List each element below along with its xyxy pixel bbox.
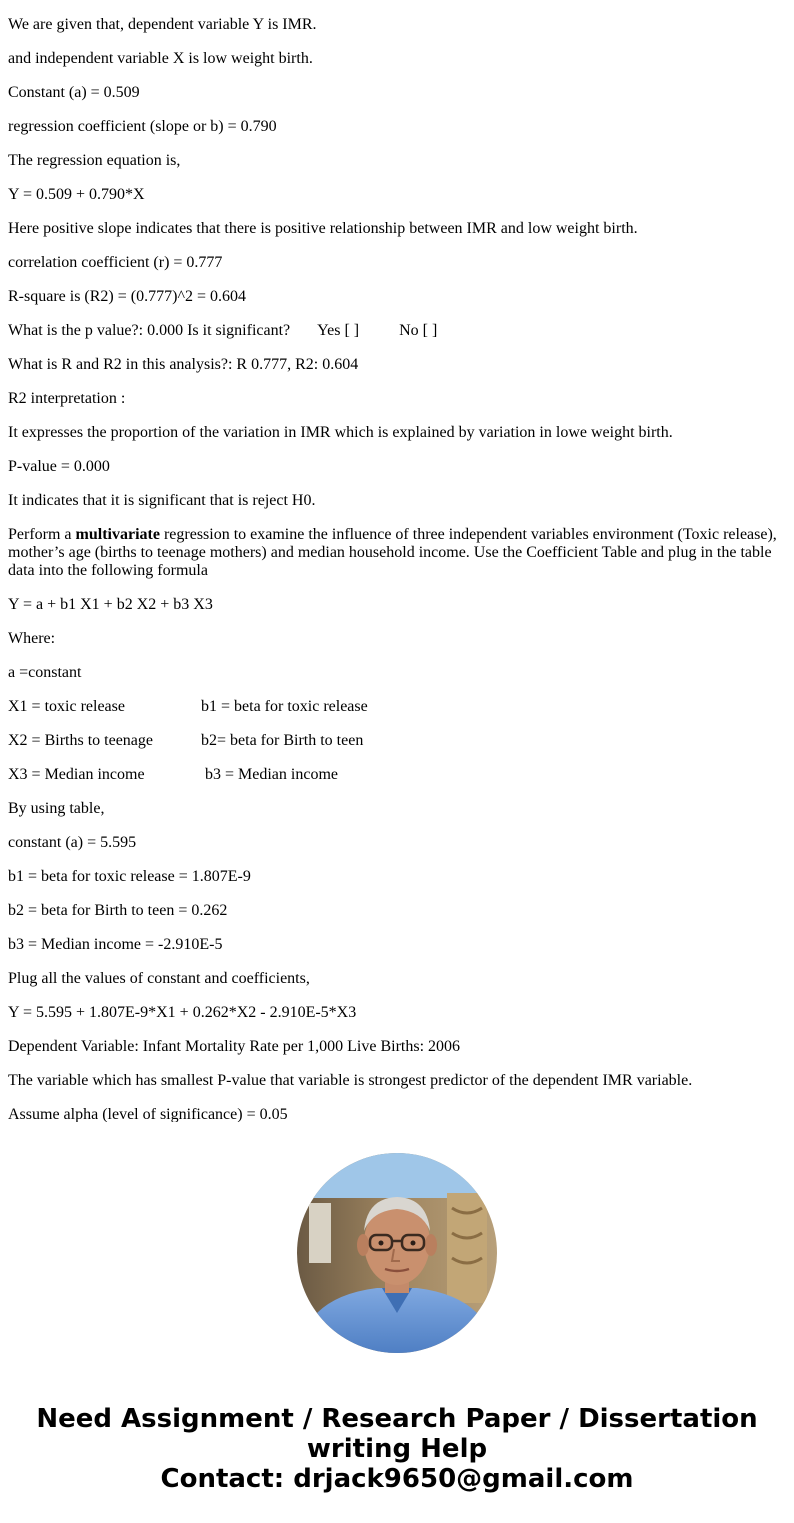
beta-definition: b1 = beta for toxic release	[201, 698, 368, 715]
bold-term: multivariate	[75, 526, 160, 543]
beta-definition: b3 = Median income	[201, 766, 338, 783]
text-line: a =constant	[8, 664, 82, 681]
variable-definition: X3 = Median income	[8, 766, 145, 783]
text-line: Where:	[8, 630, 56, 647]
text-line: Constant (a) = 0.509	[8, 84, 140, 101]
avatar	[297, 1153, 497, 1353]
variable-definition: X2 = Births to teenage	[8, 732, 153, 749]
text-line: and independent variable X is low weight birth.	[8, 50, 313, 67]
text-line: It indicates that it is significant that is reject H0.	[8, 492, 316, 509]
text-line: The regression equation is,	[8, 152, 181, 169]
text-line: Plug all the values of constant and coefficients,	[8, 970, 310, 987]
variable-row	[8, 732, 786, 750]
text-line: correlation coefficient (r) = 0.777	[8, 254, 223, 271]
text-line: b2 = beta for Birth to teen = 0.262	[8, 902, 228, 919]
variable-definition: X1 = toxic release	[8, 698, 125, 715]
promo-headline: Need Assignment / Research Paper / Dissertation writing Help	[36, 1404, 758, 1464]
p-value-question	[8, 322, 786, 340]
text-line: Assume alpha (level of significance) = 0.05	[8, 1106, 288, 1122]
document-body	[8, 0, 786, 1122]
text-line: P-value = 0.000	[8, 458, 110, 475]
avatar-portrait	[297, 1153, 497, 1353]
text-line: By using table,	[8, 800, 105, 817]
no-checkbox-label: No [ ]	[399, 322, 438, 339]
text-line: Here positive slope indicates that there is positive relationship between IMR and low weight birth.	[8, 220, 638, 237]
promo-banner	[0, 1404, 794, 1494]
text-line: Y = 5.595 + 1.807E-9*X1 + 0.262*X2 - 2.910E-5*X3	[8, 1004, 357, 1021]
text-line: It expresses the proportion of the variation in IMR which is explained by variation in lowe weight birth.	[8, 424, 673, 441]
text-line: We are given that, dependent variable Y is IMR.	[8, 16, 317, 33]
beta-definition: b2= beta for Birth to teen	[201, 732, 364, 749]
text-line: R-square is (R2) = (0.777)^2 = 0.604	[8, 288, 246, 305]
promo-contact: Contact: drjack9650@gmail.com	[160, 1464, 634, 1494]
multivariate-paragraph: Perform a multivariate regression to examine the influence of three independent variables environment (Toxic release), mother’s age (births to teenage mothers) and median household income. Use the Coefficient Table and plug in the table data into the following formula	[8, 526, 777, 579]
text-line: b3 = Median income = -2.910E-5	[8, 936, 223, 953]
text-line: R2 interpretation :	[8, 390, 126, 407]
text-line: regression coefficient (slope or b) = 0.790	[8, 118, 277, 135]
text-line: What is R and R2 in this analysis?: R 0.777, R2: 0.604	[8, 356, 359, 373]
text-line: The variable which has smallest P-value that variable is strongest predictor of the dependent IMR variable.	[8, 1072, 693, 1089]
text-line: Dependent Variable: Infant Mortality Rate per 1,000 Live Births: 2006	[8, 1038, 461, 1055]
p-value-question-text: What is the p value?: 0.000 Is it significant?	[8, 322, 291, 339]
text-line: b1 = beta for toxic release = 1.807E-9	[8, 868, 251, 885]
text-line: Y = 0.509 + 0.790*X	[8, 186, 145, 203]
yes-checkbox-label: Yes [ ]	[317, 322, 360, 339]
variable-row	[8, 698, 786, 716]
text-line: Y = a + b1 X1 + b2 X2 + b3 X3	[8, 596, 213, 613]
text-line: constant (a) = 5.595	[8, 834, 137, 851]
variable-row	[8, 766, 786, 784]
